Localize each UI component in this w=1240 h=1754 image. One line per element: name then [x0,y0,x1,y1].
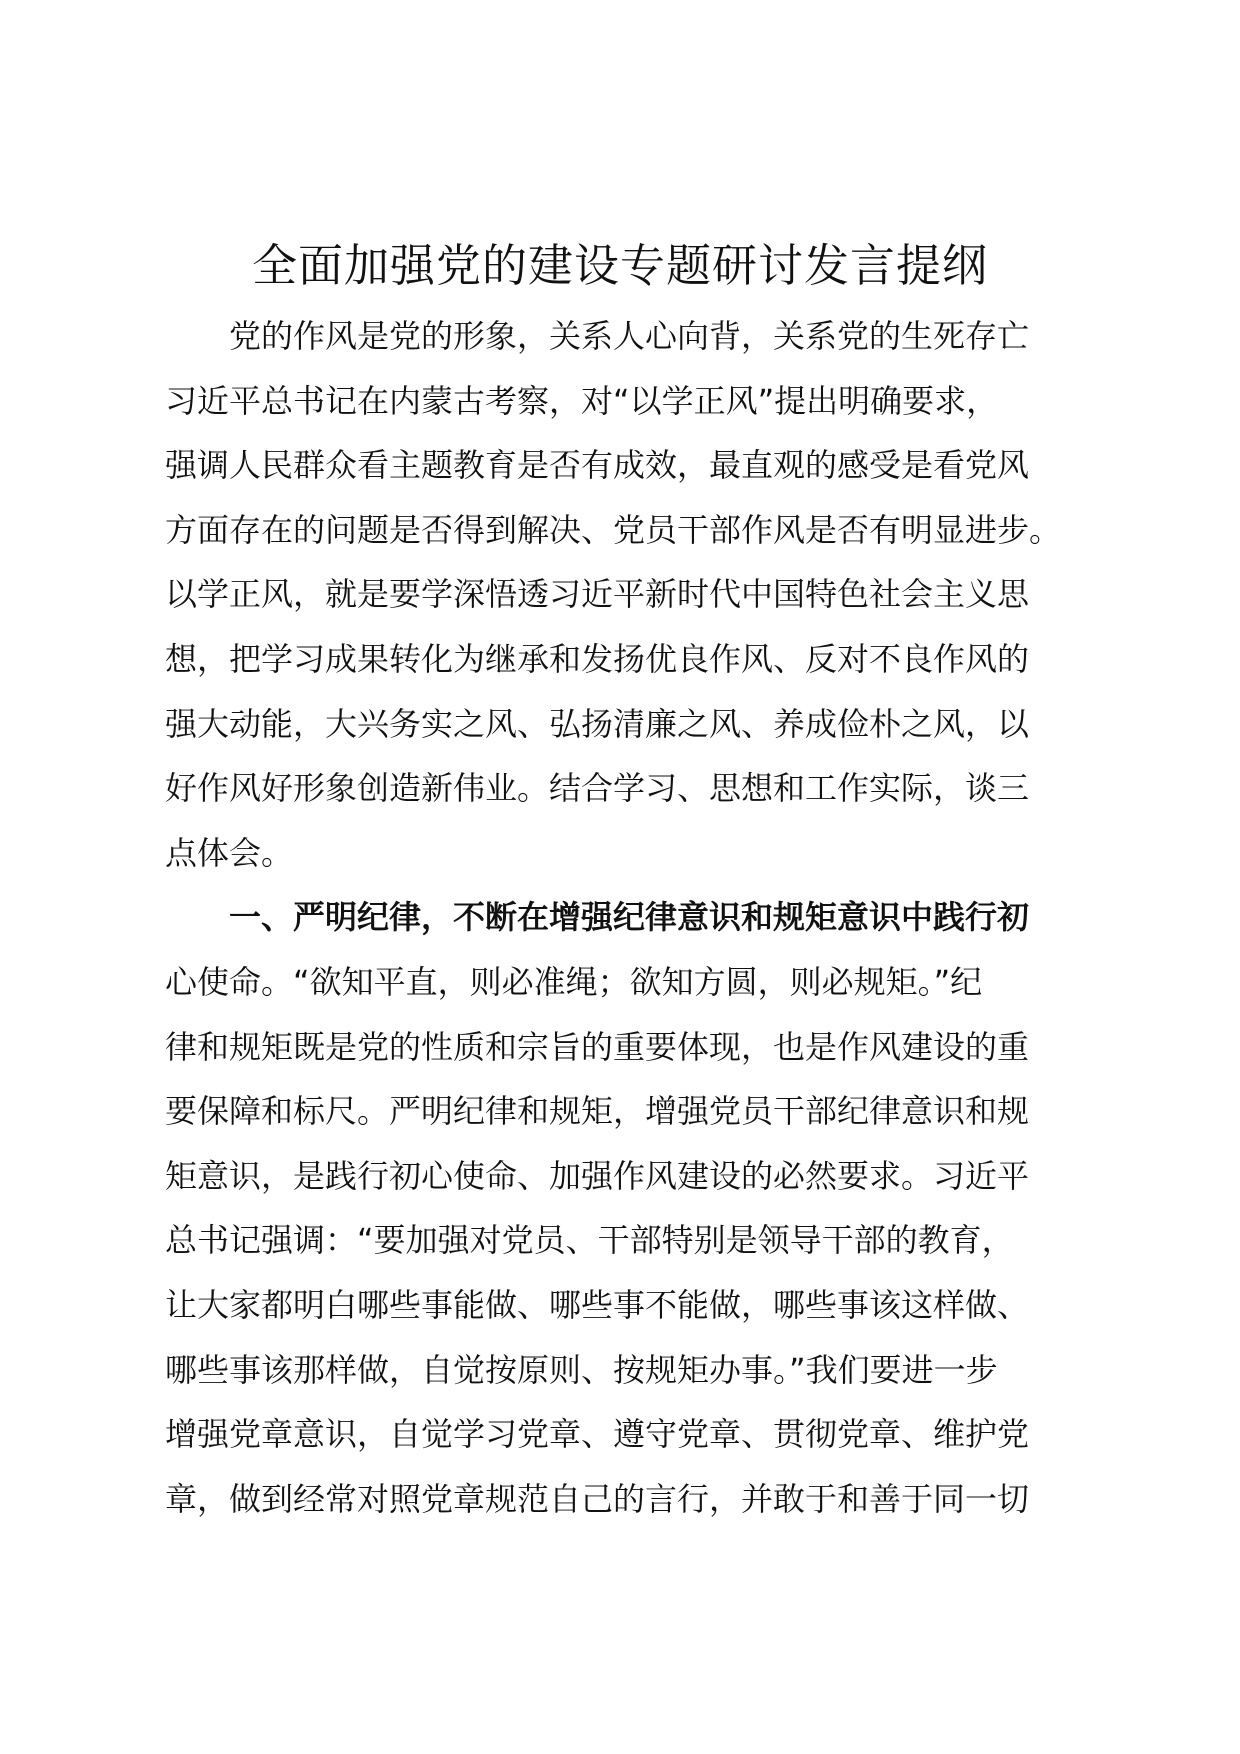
text-line: 要保障和标尺。严明纪律和规矩，增强党员干部纪律意识和规 [165,1092,1030,1131]
text-line: 想，把学习成果转化为继承和发扬优良作风、反对不良作风的 [165,639,1030,678]
text-line: 点体会。 [165,833,294,872]
text-line: 增强党章意识，自觉学习党章、遵守党章、贯彻党章、维护党 [165,1415,1030,1454]
text-line: 矩意识，是践行初心使命、加强作风建设的必然要求。习近平 [165,1156,1030,1195]
text-line: 以学正风，就是要学深悟透习近平新时代中国特色社会主义思 [165,575,1030,614]
text-line: 心使命。“欲知平直，则必准绳；欲知方圆，则必规矩。”纪 [165,962,983,1001]
text-line: 一、严明纪律，不断在增强纪律意识和规矩意识中践行初 [165,898,1030,937]
text-line: 强调人民群众看主题教育是否有成效，最直观的感受是看党风 [165,446,1030,485]
text-line: 章，做到经常对照党章规范自己的言行，并敢于和善于同一切 [165,1479,1030,1518]
document-body [165,304,1085,1531]
text-line: 习近平总书记在内蒙古考察，对“以学正风”提出明确要求， [165,381,999,420]
text-line: 党的作风是党的形象，关系人心向背，关系党的生死存亡 [165,317,1030,355]
text-line: 好作风好形象创造新伟业。结合学习、思想和工作实际，谈三 [165,769,1030,808]
text-line: 哪些事该那样做，自觉按原则、按规矩办事。”我们要进一步 [165,1350,998,1389]
text-line: 总书记强调：“要加强对党员、干部特别是领导干部的教育， [165,1221,1014,1260]
text-line: 律和规矩既是党的性质和宗旨的重要体现，也是作风建设的重 [165,1027,1030,1066]
text-line: 强大动能，大兴务实之风、弘扬清廉之风、养成俭朴之风，以 [165,704,1030,743]
document-title: 全面加强党的建设专题研讨发言提纲 [251,239,988,292]
text-line: 方面存在的问题是否得到解决、党员干部作风是否有明显进步。 [165,510,1062,549]
text-line: 让大家都明白哪些事能做、哪些事不能做，哪些事该这样做、 [165,1285,1030,1324]
